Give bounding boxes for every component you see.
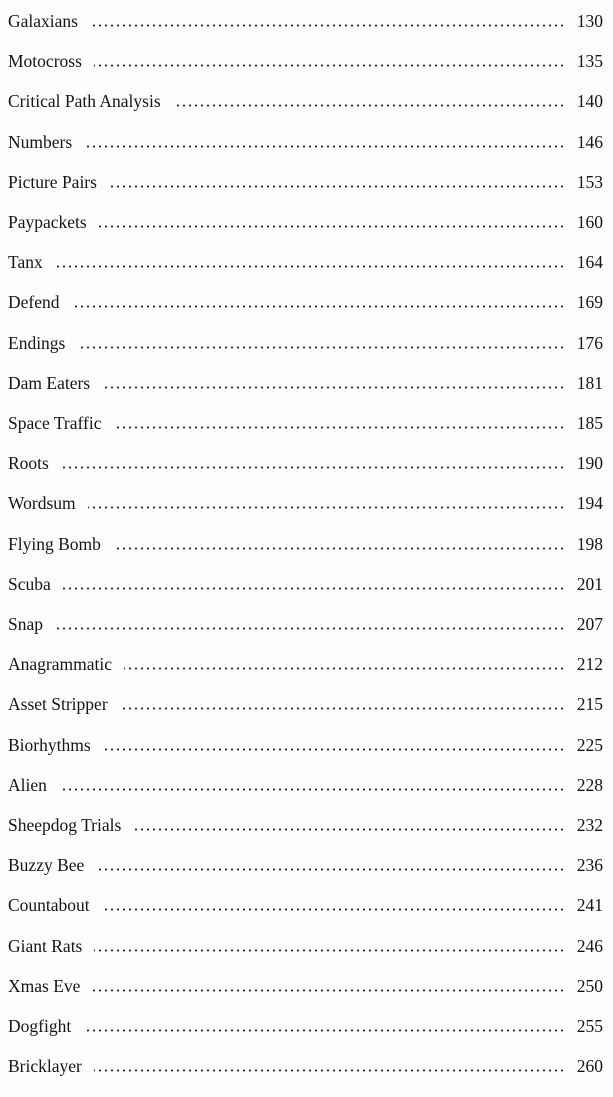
- toc-entry: [0, 890, 613, 920]
- toc-entry: [0, 488, 613, 518]
- toc-entry-title: Dam Eaters: [8, 368, 92, 398]
- toc-dot-leader: [77, 346, 565, 349]
- toc-entry-title: Numbers: [8, 127, 74, 157]
- toc-entry: [0, 810, 613, 840]
- toc-entry-title: Wordsum: [8, 488, 78, 518]
- toc-entry-title: Galaxians: [8, 6, 80, 36]
- toc-entry-page-number: 160: [576, 212, 603, 232]
- toc-dot-leader: [99, 225, 565, 228]
- toc-entry-page-number: 232: [576, 815, 603, 835]
- toc-entry-page-number: 135: [576, 51, 603, 72]
- toc-dot-leader: [55, 627, 565, 630]
- toc-entry-title: Alien: [8, 770, 49, 800]
- toc-entry-page-number: 176: [576, 332, 603, 353]
- toc-dot-leader: [124, 667, 565, 670]
- toc-dot-leader: [133, 828, 565, 831]
- toc-entry-title: Space Traffic: [8, 408, 103, 438]
- toc-entry-page-number: 260: [576, 1056, 603, 1077]
- toc-entry: [0, 609, 613, 639]
- toc-dot-leader: [90, 24, 565, 27]
- toc-dot-leader: [72, 305, 565, 308]
- toc-dot-leader: [102, 908, 565, 911]
- toc-entry-page-number: 130: [576, 11, 603, 31]
- toc-entry-title: Sheepdog Trials: [8, 810, 123, 840]
- toc-dot-leader: [96, 868, 565, 871]
- toc-entry: [0, 408, 613, 438]
- toc-entry-title: Anagrammatic: [8, 649, 114, 679]
- toc-entry: [0, 287, 613, 317]
- toc-entry-page-number: 201: [576, 573, 603, 594]
- toc-entry-title: Buzzy Bee: [8, 850, 86, 880]
- toc-dot-leader: [113, 547, 565, 550]
- toc-dot-leader: [109, 185, 565, 188]
- toc-entry-title: Tanx: [8, 247, 45, 277]
- toc-entry-page-number: 215: [576, 694, 603, 715]
- toc-entry: [0, 850, 613, 880]
- toc-dot-leader: [102, 386, 565, 389]
- toc-entry-page-number: 207: [576, 614, 603, 634]
- toc-entry: [0, 328, 613, 358]
- toc-dot-leader: [59, 788, 565, 791]
- toc-entry: [0, 247, 613, 277]
- toc-entry: [0, 770, 613, 800]
- toc-entry: [0, 46, 613, 76]
- toc-entry: [0, 207, 613, 237]
- toc-entry-title: Paypackets: [8, 207, 89, 237]
- toc-dot-leader: [84, 145, 565, 148]
- toc-entry: [0, 689, 613, 719]
- toc-entry-title: Picture Pairs: [8, 167, 99, 197]
- toc-entry-page-number: 194: [576, 493, 603, 514]
- toc-entry-title: Biorhythms: [8, 730, 93, 760]
- toc-dot-leader: [94, 1069, 565, 1072]
- toc-dot-leader: [94, 64, 565, 67]
- toc-entry-title: Giant Rats: [8, 931, 84, 961]
- toc-entry-title: Defend: [8, 287, 62, 317]
- toc-dot-leader: [113, 426, 565, 429]
- toc-dot-leader: [88, 506, 565, 509]
- toc-entry-page-number: 198: [576, 533, 603, 554]
- toc-entry-page-number: 185: [576, 413, 603, 433]
- toc-entry-page-number: 250: [576, 975, 603, 996]
- toc-entry: [0, 6, 613, 36]
- toc-dot-leader: [83, 1029, 565, 1032]
- toc-entry-page-number: 153: [576, 171, 603, 192]
- toc-entry-title: Motocross: [8, 46, 84, 76]
- toc-entry: [0, 86, 613, 116]
- toc-entry-page-number: 164: [576, 252, 603, 273]
- toc-entry-page-number: 241: [576, 895, 603, 916]
- toc-entry-title: Scuba: [8, 569, 53, 599]
- toc-entry-title: Flying Bomb: [8, 529, 103, 559]
- toc-entry: [0, 730, 613, 760]
- toc-entry-page-number: 140: [576, 91, 603, 112]
- toc-dot-leader: [103, 748, 565, 751]
- toc-dot-leader: [94, 949, 565, 952]
- toc-dot-leader: [63, 587, 565, 590]
- toc-entry-page-number: 212: [576, 654, 603, 675]
- toc-entry-title: Dogfight: [8, 1011, 73, 1041]
- toc-entry-page-number: 225: [576, 734, 603, 755]
- toc-entry-page-number: 190: [576, 453, 603, 474]
- toc-entry-title: Xmas Eve: [8, 971, 82, 1001]
- toc-entry-page-number: 236: [576, 855, 603, 876]
- toc-entry-title: Asset Stripper: [8, 689, 110, 719]
- toc-entry-page-number: 169: [576, 292, 603, 313]
- toc-entry: [0, 649, 613, 679]
- toc-entry: [0, 1011, 613, 1041]
- toc-entry-page-number: 181: [576, 372, 603, 393]
- toc-entry: [0, 368, 613, 398]
- toc-entry-title: Critical Path Analysis: [8, 86, 163, 116]
- toc-entry-title: Snap: [8, 609, 45, 639]
- toc-entry-title: Roots: [8, 448, 51, 478]
- toc-entry-page-number: 146: [576, 131, 603, 152]
- toc-dot-leader: [55, 265, 565, 268]
- toc-entry-page-number: 246: [576, 935, 603, 956]
- toc-entry: [0, 1051, 613, 1081]
- toc-entry: [0, 569, 613, 599]
- toc-dot-leader: [173, 104, 565, 107]
- toc-dot-leader: [92, 989, 565, 992]
- toc-entry: [0, 931, 613, 961]
- toc-entry: [0, 167, 613, 197]
- toc-entry: [0, 971, 613, 1001]
- toc-dot-leader: [120, 707, 565, 710]
- toc-entry: [0, 448, 613, 478]
- toc-entry-title: Countabout: [8, 890, 92, 920]
- toc-entry-title: Bricklayer: [8, 1051, 84, 1081]
- toc-entry: [0, 127, 613, 157]
- toc-entry: [0, 529, 613, 559]
- toc-entry-title: Endings: [8, 328, 67, 358]
- toc-entry-page-number: 228: [576, 774, 603, 795]
- toc-dot-leader: [61, 466, 565, 469]
- toc-entry-page-number: 255: [576, 1016, 603, 1036]
